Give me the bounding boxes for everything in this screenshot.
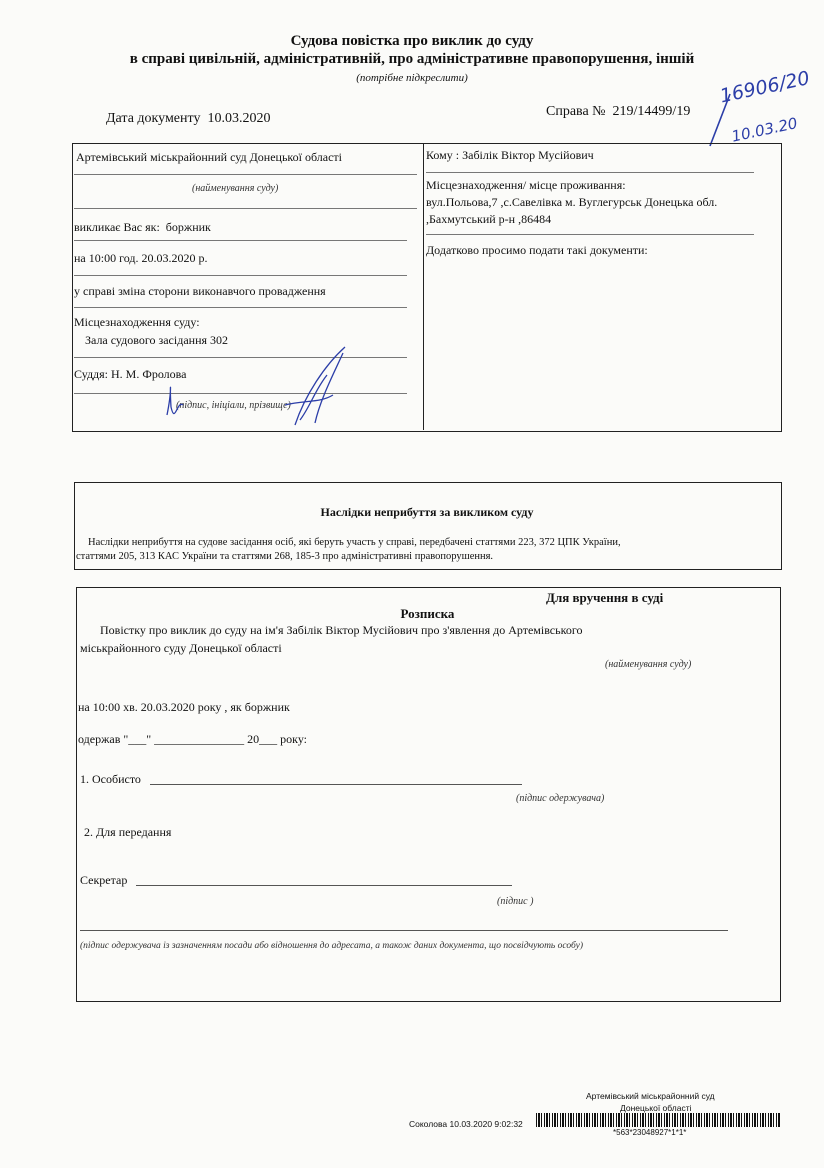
hearing-time: на 10:00 год. 20.03.2020 р.	[74, 251, 208, 265]
rule	[74, 208, 417, 209]
secretary-label: Секретар	[80, 873, 128, 887]
stamp-court-line-2: Донецької області	[620, 1103, 692, 1113]
rule	[74, 275, 407, 276]
table-divider	[423, 143, 424, 430]
footer-sign-line	[80, 930, 728, 931]
judge: Суддя: Н. М. Фролова	[74, 367, 187, 381]
consequences-title: Наслідки неприбуття за викликом суду	[320, 505, 534, 519]
handwritten-number: 16906/20	[718, 67, 812, 108]
case-number: Справа № 219/14499/19	[546, 104, 691, 119]
recipient-sign-hint: (підпис одержувача)	[516, 793, 605, 804]
address-line-1: вул.Польова,7 ,с.Савелівка м. Вуглегурськ Донецька обл.	[426, 195, 718, 209]
barcode-text: *563*23048927*1*1*	[613, 1128, 687, 1137]
personal-label: 1. Особисто	[80, 772, 141, 786]
barcode	[536, 1113, 780, 1127]
receipt-line-2: міськрайонного суду Донецької області	[80, 641, 282, 655]
rule	[74, 174, 417, 175]
rule	[426, 234, 754, 235]
rule	[426, 172, 754, 173]
personal-sign-line	[150, 784, 522, 785]
summons-as: викликає Вас як: боржник	[74, 220, 211, 234]
case-subject: у справі зміна сторони виконавчого провадження	[74, 284, 326, 298]
transfer-label: 2. Для передання	[84, 825, 172, 839]
document-date: Дата документу 10.03.2020	[106, 111, 271, 126]
rule	[74, 240, 407, 241]
footer-hint: (підпис одержувача із зазначенням посади або відношення до адресата, а також даних документа, що посвідчують особу)	[80, 941, 584, 951]
address-line-2: ,Бахмутський р-н ,86484	[426, 212, 552, 226]
title-line-2: в справі цивільній, адміністративній, про адміністративне правопорушення, іншій	[129, 51, 695, 67]
documents-request: Додатково просимо подати такі документи:	[426, 243, 648, 257]
title-line-1: Судова повістка про виклик до суду	[290, 33, 534, 49]
judge-signature-hint: (підпис, ініціали, прізвище)	[176, 400, 291, 411]
recipient: Кому : Забілік Віктор Мусійович	[426, 148, 594, 162]
for-court-label: Для вручення в суді	[546, 590, 664, 605]
consequences-text-1: Наслідки неприбуття на судове засідання осіб, які беруть участь у справі, передбачені статтями 223, 372 ЦПК України,	[88, 537, 621, 548]
clerk-timestamp: Соколова 10.03.2020 9:02:32	[409, 1119, 523, 1129]
secretary-sign-hint: (підпис )	[497, 896, 534, 907]
handwritten-date: 10.03.20	[730, 114, 800, 146]
stamp-court-line-1: Артемівський міськрайонний суд	[586, 1091, 715, 1101]
court-name: Артемівський міськрайонний суд Донецької області	[76, 150, 342, 164]
received-date: одержав "___" _______________ 20___ року:	[78, 732, 308, 746]
judge-signature-icon	[155, 345, 355, 430]
receipt-title: Розписка	[400, 606, 455, 621]
consequences-text-2: статтями 205, 313 КАС України та статтями 268, 185-3 про адміністративні правопорушення.	[76, 551, 494, 562]
receipt-line-1: Повістку про виклик до суду на ім'я Забілік Віктор Мусійович про з'явлення до Артемівського	[100, 623, 583, 637]
address-label: Місцезнаходження/ місце проживання:	[426, 178, 626, 192]
court-location-label: Місцезнаходження суду:	[74, 315, 200, 329]
receipt-time: на 10:00 хв. 20.03.2020 року , як боржник	[78, 700, 290, 714]
rule	[74, 307, 407, 308]
court-name-hint: (найменування суду)	[192, 183, 279, 194]
title-hint: (потрібне підкреслити)	[356, 72, 468, 84]
receipt-court-hint: (найменування суду)	[605, 659, 692, 670]
secretary-sign-line	[136, 885, 512, 886]
court-location-value: Зала судового засідання 302	[85, 333, 229, 347]
handwritten-slash-icon	[700, 90, 736, 150]
